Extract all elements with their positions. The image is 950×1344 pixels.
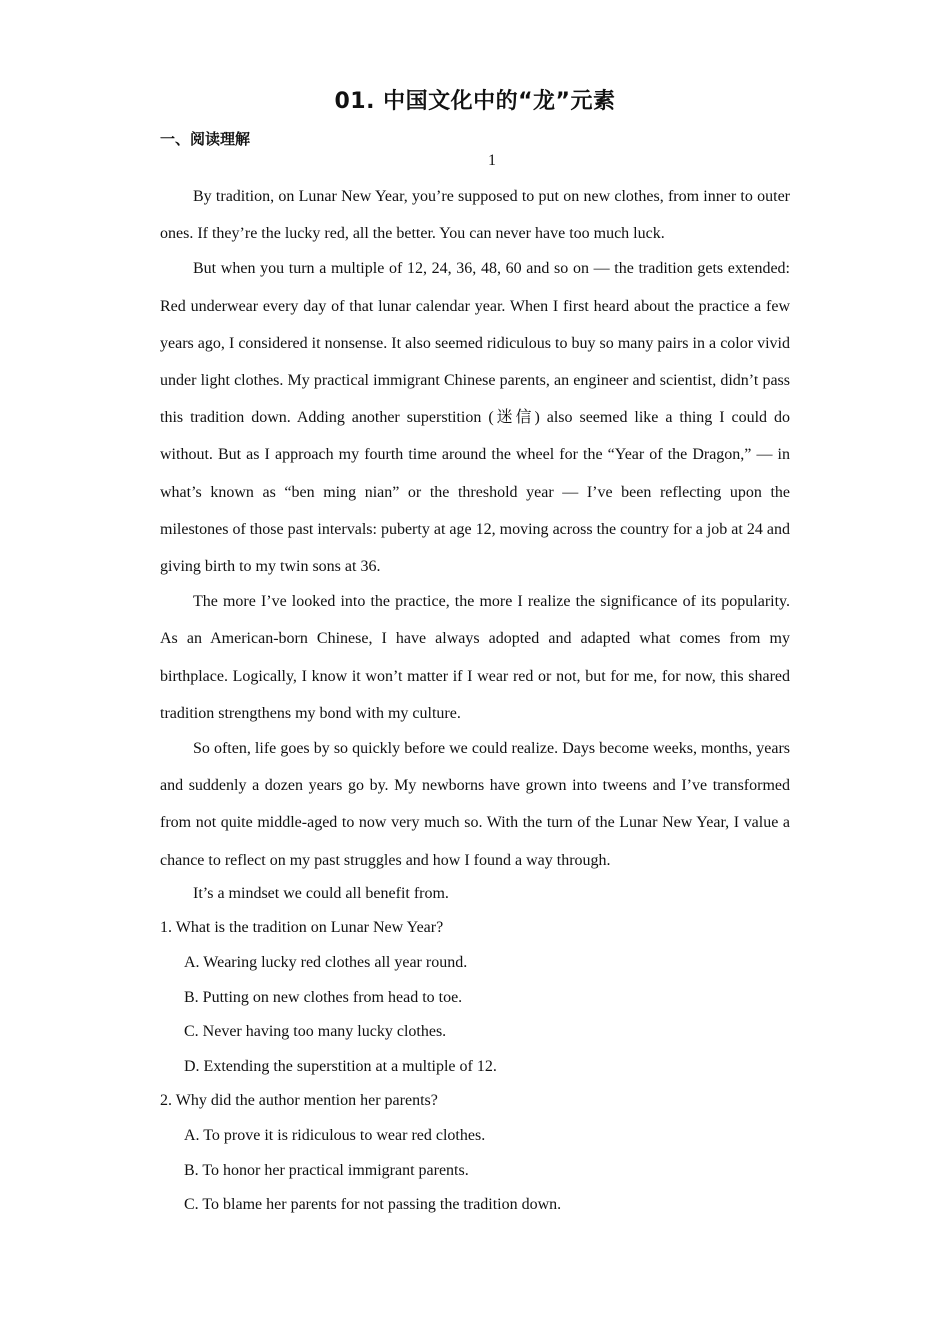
answer-option: A. To prove it is ridiculous to wear red clothes. bbox=[184, 1126, 486, 1144]
answer-option: C. To blame her parents for not passing the tradition down. bbox=[184, 1196, 562, 1214]
paragraph: It’s a mindset we could all benefit from. bbox=[193, 884, 449, 902]
answer-option: C. Never having too many lucky clothes. bbox=[184, 1023, 447, 1041]
question-stem: 1. What is the tradition on Lunar New Year? bbox=[160, 919, 444, 937]
answer-option: D. Extending the superstition at a multiple of 12. bbox=[184, 1057, 497, 1075]
question-stem: 2. Why did the author mention her parents? bbox=[160, 1092, 438, 1110]
answer-option: B. Putting on new clothes from head to toe. bbox=[184, 988, 463, 1006]
paragraph: By tradition, on Lunar New Year, you’re supposed to put on new clothes, from inner to outer ones. If they’re the lucky red, all the better. You can never have too much luck. bbox=[160, 188, 790, 243]
passage-number: 1 bbox=[488, 152, 496, 169]
paragraph: So often, life goes by so quickly before we could realize. Days become weeks, months, years and suddenly a dozen years go by. My newborns have grown into tweens and I’ve transformed from not quite middle-aged to now very much so. With the turn of the Lunar New Year, I value a chance to reflect on my past struggles and how I found a way through. bbox=[160, 740, 790, 869]
paragraph: The more I’ve looked into the practice, the more I realize the significance of its popularity. As an American-born Chinese, I have always adopted and adapted what comes from my birthplace. Logically, I know it won’t matter if I wear red or not, but for me, for now, this shared tradition strengthens my bond with my culture. bbox=[160, 593, 790, 722]
question-list bbox=[160, 911, 790, 1222]
passage-body bbox=[160, 178, 790, 1223]
document-title: 01. 中国文化中的“龙”元素 bbox=[334, 89, 616, 114]
answer-option: B. To honor her practical immigrant parents. bbox=[184, 1161, 469, 1179]
question-1 bbox=[160, 911, 790, 1084]
answer-option: A. Wearing lucky red clothes all year round. bbox=[184, 953, 468, 971]
question-2 bbox=[160, 1084, 790, 1222]
section-heading: 一、阅读理解 bbox=[160, 130, 251, 148]
paragraph: But when you turn a multiple of 12, 24, 36, 48, 60 and so on — the tradition gets extended: Red underwear every day of that lunar calendar year. When I first heard about the practice a few years ago, I considered it nonsense. It also seemed ridiculous to buy so many pairs in a color vivid under light clothes. My practical immigrant Chinese parents, an engineer and scientist, didn’t pass this tradition down. Adding another superstition (迷信) also seemed like a thing I could do without. But as I approach my fourth time around the wheel for the “Year of the Dragon,” — in what’s known as “ben ming nian” or the threshold year — I’ve been reflecting upon the milestones of those past intervals: puberty at age 12, moving across the country for a job at 24 and giving birth to my twin sons at 36. bbox=[160, 260, 790, 576]
